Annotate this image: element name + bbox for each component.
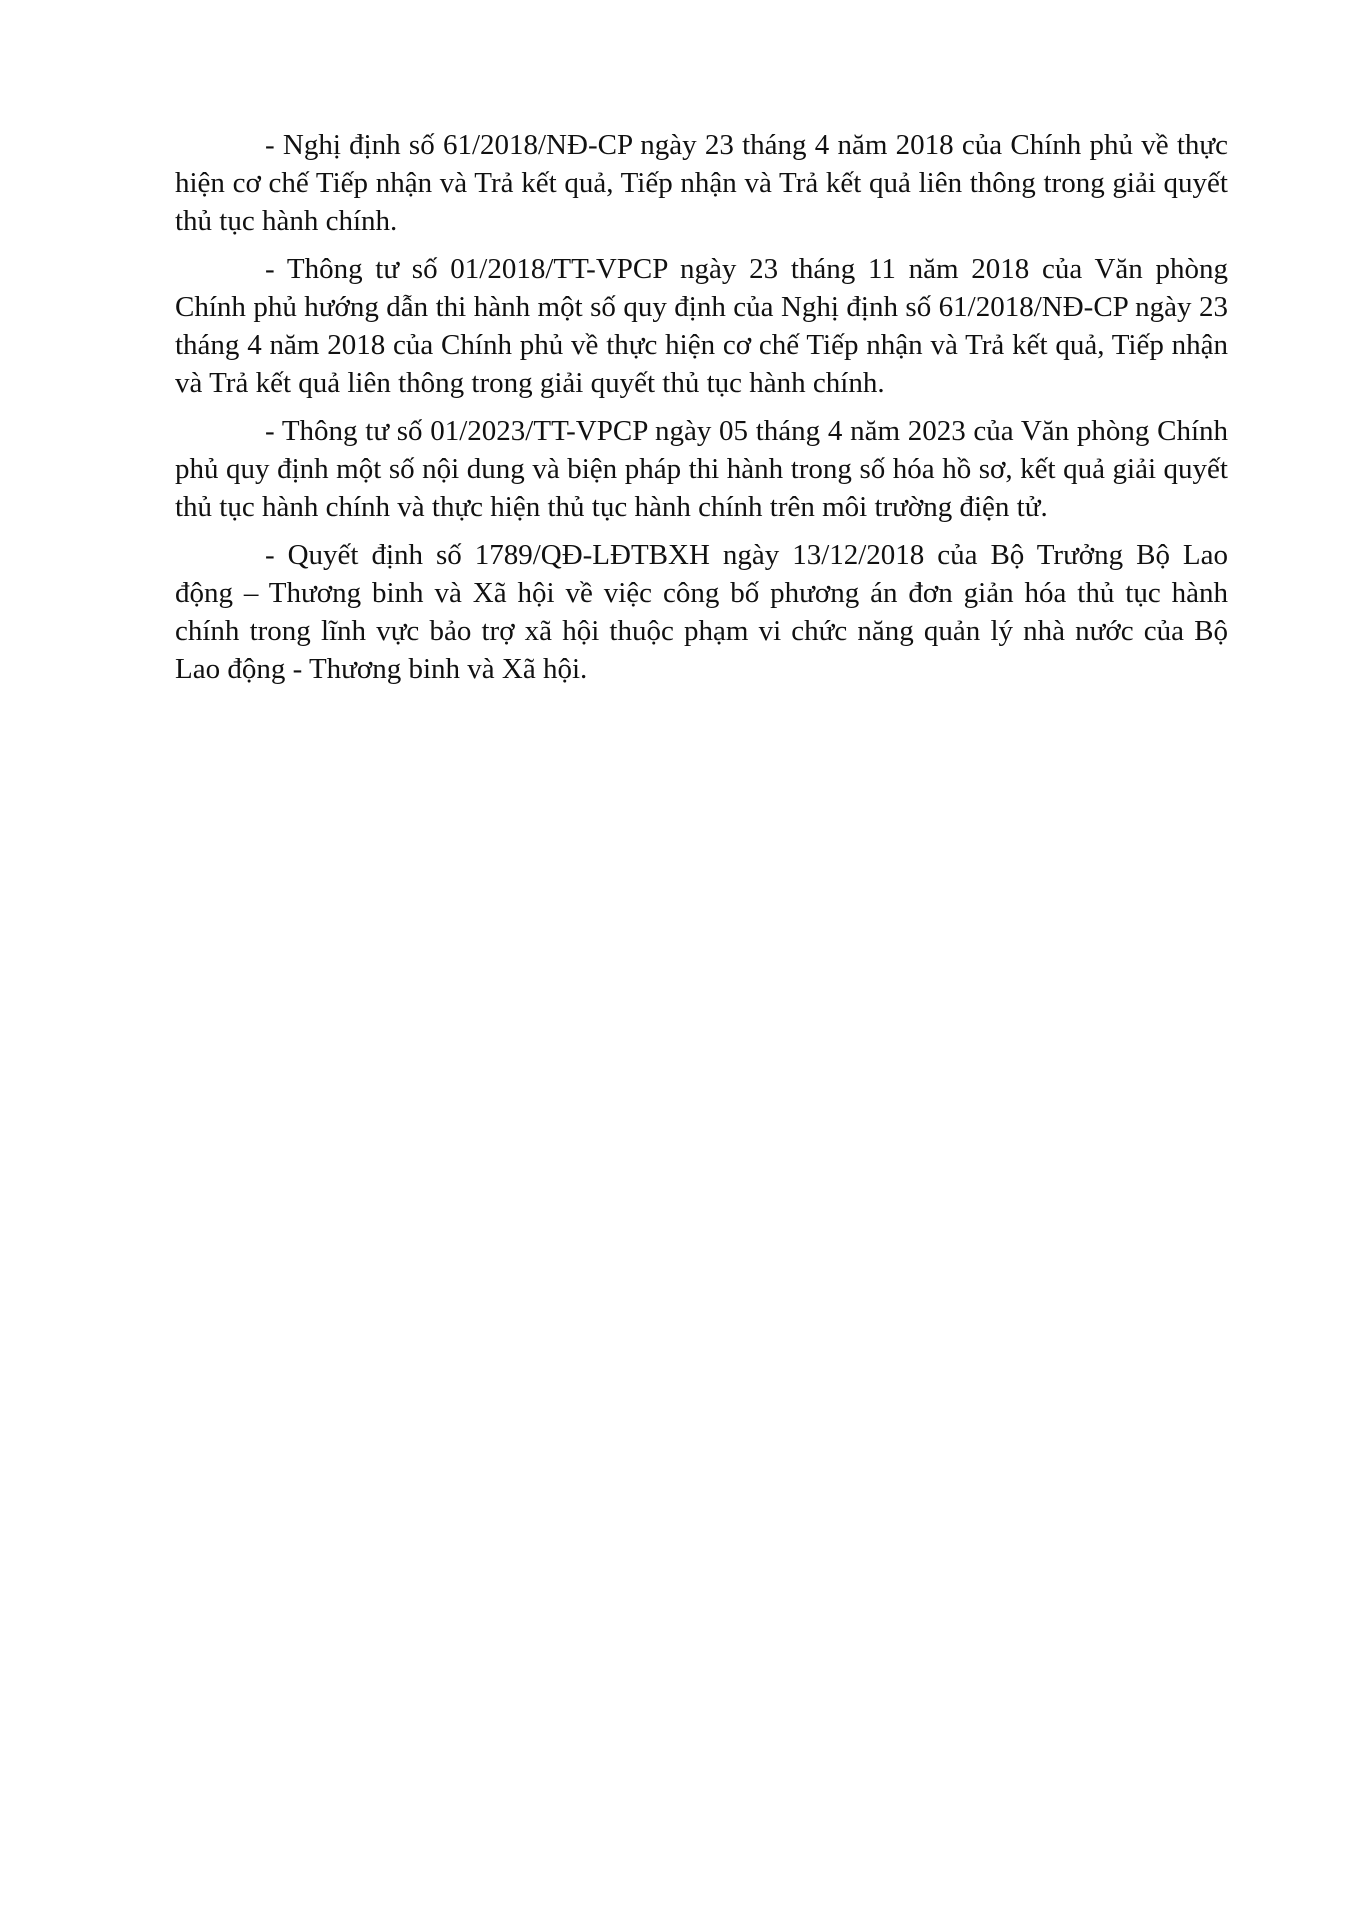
legal-basis-paragraph: - Thông tư số 01/2023/TT-VPCP ngày 05 tháng 4 năm 2023 của Văn phòng Chính phủ quy định một số nội dung và biện pháp thi hành trong số hóa hồ sơ, kết quả giải quyết thủ tục hành chính và thực hiện thủ tục hành chính trên môi trường điện tử. xyxy=(175,415,1228,523)
legal-basis-paragraph: - Nghị định số 61/2018/NĐ-CP ngày 23 tháng 4 năm 2018 của Chính phủ về thực hiện cơ chế Tiếp nhận và Trả kết quả, Tiếp nhận và Trả kết quả liên thông trong giải quyết thủ tục hành chính. xyxy=(175,129,1228,237)
document-body xyxy=(175,126,1228,698)
legal-basis-paragraph: - Thông tư số 01/2018/TT-VPCP ngày 23 tháng 11 năm 2018 của Văn phòng Chính phủ hướng dẫn thi hành một số quy định của Nghị định số 61/2018/NĐ-CP ngày 23 tháng 4 năm 2018 của Chính phủ về thực hiện cơ chế Tiếp nhận và Trả kết quả, Tiếp nhận và Trả kết quả liên thông trong giải quyết thủ tục hành chính. xyxy=(175,253,1228,399)
legal-basis-paragraph: - Quyết định số 1789/QĐ-LĐTBXH ngày 13/12/2018 của Bộ Trưởng Bộ Lao động – Thương binh và Xã hội về việc công bố phương án đơn giản hóa thủ tục hành chính trong lĩnh vực bảo trợ xã hội thuộc phạm vi chức năng quản lý nhà nước của Bộ Lao động - Thương binh và Xã hội. xyxy=(175,539,1228,685)
